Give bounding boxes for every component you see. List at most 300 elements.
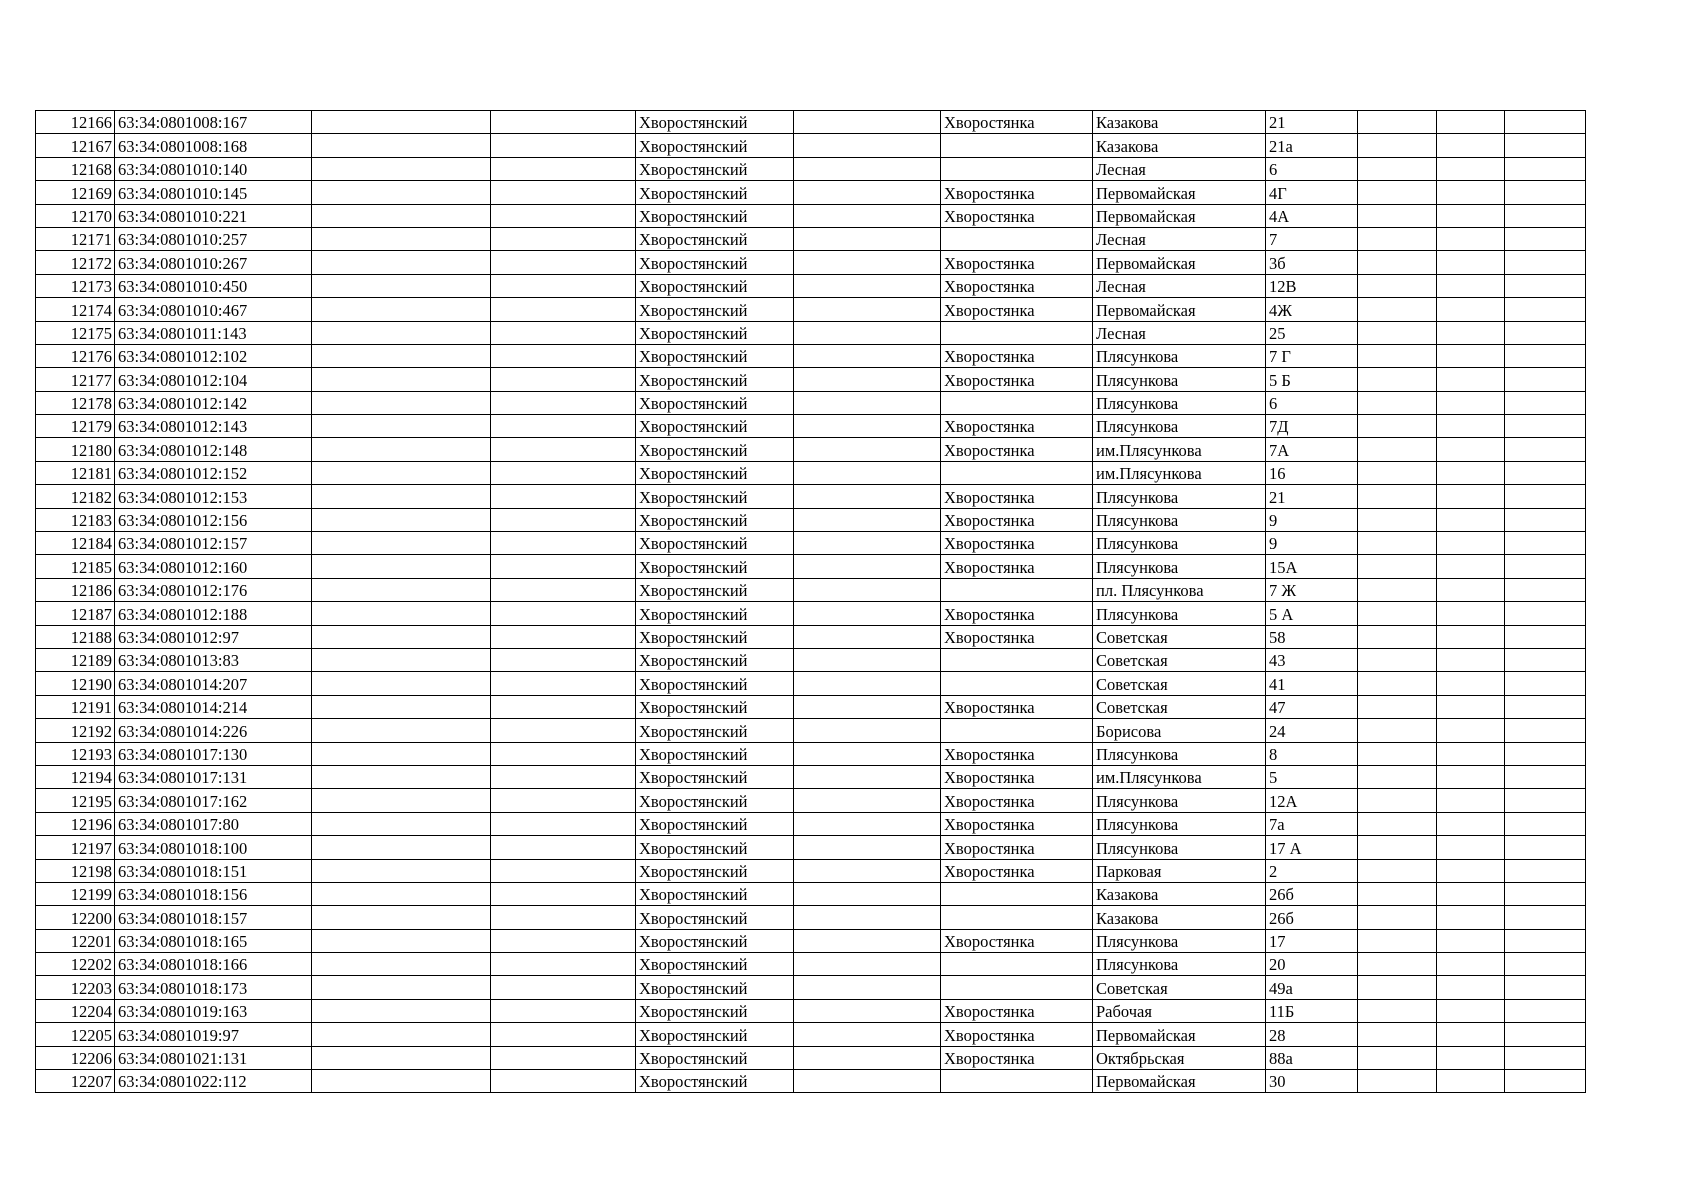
- empty-cell: [312, 789, 491, 812]
- district-cell: Хворостянский: [636, 157, 794, 180]
- empty-cell: [1437, 274, 1505, 297]
- house-number-cell: 26б: [1266, 882, 1358, 905]
- empty-cell: [1358, 461, 1437, 484]
- street-cell: Плясункова: [1093, 508, 1266, 531]
- settlement-cell: Хворостянка: [941, 859, 1093, 882]
- settlement-cell: Хворостянка: [941, 999, 1093, 1022]
- empty-cell: [794, 625, 941, 648]
- street-cell: Лесная: [1093, 274, 1266, 297]
- street-cell: Борисова: [1093, 719, 1266, 742]
- empty-cell: [1437, 415, 1505, 438]
- street-cell: Плясункова: [1093, 344, 1266, 367]
- row-number-cell: 12179: [36, 415, 115, 438]
- district-cell: Хворостянский: [636, 298, 794, 321]
- district-cell: Хворостянский: [636, 321, 794, 344]
- empty-cell: [1505, 204, 1586, 227]
- house-number-cell: 17 А: [1266, 836, 1358, 859]
- empty-cell: [1358, 695, 1437, 718]
- table-row: [36, 929, 1586, 952]
- empty-cell: [794, 368, 941, 391]
- settlement-cell: Хворостянка: [941, 251, 1093, 274]
- empty-cell: [491, 929, 636, 952]
- table-row: [36, 485, 1586, 508]
- empty-cell: [1505, 321, 1586, 344]
- row-number-cell: 12180: [36, 438, 115, 461]
- empty-cell: [1437, 999, 1505, 1022]
- settlement-cell: [941, 672, 1093, 695]
- empty-cell: [491, 321, 636, 344]
- street-cell: Парковая: [1093, 859, 1266, 882]
- empty-cell: [1358, 836, 1437, 859]
- empty-cell: [794, 602, 941, 625]
- empty-cell: [491, 578, 636, 601]
- house-number-cell: 20: [1266, 953, 1358, 976]
- empty-cell: [312, 321, 491, 344]
- settlement-cell: Хворостянка: [941, 344, 1093, 367]
- house-number-cell: 21а: [1266, 134, 1358, 157]
- empty-cell: [1437, 742, 1505, 765]
- empty-cell: [491, 344, 636, 367]
- empty-cell: [1437, 227, 1505, 250]
- street-cell: Рабочая: [1093, 999, 1266, 1022]
- row-number-cell: 12170: [36, 204, 115, 227]
- empty-cell: [794, 929, 941, 952]
- empty-cell: [1358, 929, 1437, 952]
- row-number-cell: 12207: [36, 1070, 115, 1093]
- settlement-cell: [941, 227, 1093, 250]
- cadastral-number-cell: 63:34:0801012:157: [115, 532, 312, 555]
- table-row: [36, 111, 1586, 134]
- empty-cell: [312, 134, 491, 157]
- empty-cell: [1437, 1046, 1505, 1069]
- empty-cell: [1505, 906, 1586, 929]
- empty-cell: [1358, 976, 1437, 999]
- empty-cell: [491, 625, 636, 648]
- table-row: [36, 204, 1586, 227]
- empty-cell: [1358, 648, 1437, 671]
- empty-cell: [491, 438, 636, 461]
- empty-cell: [312, 508, 491, 531]
- table-row: [36, 321, 1586, 344]
- empty-cell: [491, 882, 636, 905]
- table-body: [36, 111, 1586, 1093]
- street-cell: им.Плясункова: [1093, 765, 1266, 788]
- empty-cell: [794, 882, 941, 905]
- empty-cell: [794, 672, 941, 695]
- empty-cell: [312, 461, 491, 484]
- row-number-cell: 12190: [36, 672, 115, 695]
- street-cell: Советская: [1093, 695, 1266, 718]
- empty-cell: [491, 1046, 636, 1069]
- empty-cell: [1358, 953, 1437, 976]
- settlement-cell: [941, 906, 1093, 929]
- cadastral-number-cell: 63:34:0801017:131: [115, 765, 312, 788]
- empty-cell: [1358, 344, 1437, 367]
- district-cell: Хворостянский: [636, 344, 794, 367]
- street-cell: Плясункова: [1093, 532, 1266, 555]
- street-cell: им.Плясункова: [1093, 461, 1266, 484]
- house-number-cell: 9: [1266, 532, 1358, 555]
- district-cell: Хворостянский: [636, 134, 794, 157]
- table-row: [36, 461, 1586, 484]
- empty-cell: [491, 298, 636, 321]
- empty-cell: [1505, 578, 1586, 601]
- district-cell: Хворостянский: [636, 953, 794, 976]
- cadastral-number-cell: 63:34:0801012:188: [115, 602, 312, 625]
- empty-cell: [491, 1070, 636, 1093]
- table-row: [36, 906, 1586, 929]
- row-number-cell: 12196: [36, 812, 115, 835]
- table-row: [36, 274, 1586, 297]
- empty-cell: [1505, 461, 1586, 484]
- street-cell: Первомайская: [1093, 251, 1266, 274]
- empty-cell: [491, 274, 636, 297]
- street-cell: Плясункова: [1093, 602, 1266, 625]
- empty-cell: [1437, 111, 1505, 134]
- cadastral-number-cell: 63:34:0801012:160: [115, 555, 312, 578]
- empty-cell: [1437, 134, 1505, 157]
- house-number-cell: 30: [1266, 1070, 1358, 1093]
- empty-cell: [1505, 625, 1586, 648]
- house-number-cell: 6: [1266, 157, 1358, 180]
- empty-cell: [794, 976, 941, 999]
- cadastral-number-cell: 63:34:0801018:157: [115, 906, 312, 929]
- empty-cell: [1437, 204, 1505, 227]
- empty-cell: [312, 204, 491, 227]
- empty-cell: [1437, 953, 1505, 976]
- table-row: [36, 625, 1586, 648]
- house-number-cell: 47: [1266, 695, 1358, 718]
- district-cell: Хворостянский: [636, 111, 794, 134]
- empty-cell: [1505, 976, 1586, 999]
- cadastral-number-cell: 63:34:0801017:162: [115, 789, 312, 812]
- empty-cell: [491, 204, 636, 227]
- house-number-cell: 12А: [1266, 789, 1358, 812]
- empty-cell: [312, 555, 491, 578]
- house-number-cell: 7 Г: [1266, 344, 1358, 367]
- empty-cell: [491, 719, 636, 742]
- empty-cell: [1358, 812, 1437, 835]
- empty-cell: [1437, 672, 1505, 695]
- cadastral-number-cell: 63:34:0801018:165: [115, 929, 312, 952]
- street-cell: Плясункова: [1093, 789, 1266, 812]
- empty-cell: [794, 508, 941, 531]
- empty-cell: [312, 695, 491, 718]
- empty-cell: [1505, 719, 1586, 742]
- row-number-cell: 12168: [36, 157, 115, 180]
- empty-cell: [491, 461, 636, 484]
- empty-cell: [491, 157, 636, 180]
- row-number-cell: 12183: [36, 508, 115, 531]
- empty-cell: [312, 368, 491, 391]
- table-row: [36, 812, 1586, 835]
- row-number-cell: 12188: [36, 625, 115, 648]
- house-number-cell: 28: [1266, 1023, 1358, 1046]
- house-number-cell: 41: [1266, 672, 1358, 695]
- street-cell: пл. Плясункова: [1093, 578, 1266, 601]
- empty-cell: [312, 976, 491, 999]
- district-cell: Хворостянский: [636, 391, 794, 414]
- empty-cell: [491, 976, 636, 999]
- empty-cell: [491, 415, 636, 438]
- empty-cell: [312, 836, 491, 859]
- row-number-cell: 12204: [36, 999, 115, 1022]
- row-number-cell: 12200: [36, 906, 115, 929]
- table-row: [36, 882, 1586, 905]
- table-row: [36, 157, 1586, 180]
- empty-cell: [1358, 719, 1437, 742]
- row-number-cell: 12174: [36, 298, 115, 321]
- empty-cell: [1505, 765, 1586, 788]
- settlement-cell: Хворостянка: [941, 789, 1093, 812]
- cadastral-number-cell: 63:34:0801008:168: [115, 134, 312, 157]
- row-number-cell: 12178: [36, 391, 115, 414]
- empty-cell: [794, 765, 941, 788]
- street-cell: Лесная: [1093, 321, 1266, 344]
- empty-cell: [1358, 625, 1437, 648]
- table-row: [36, 976, 1586, 999]
- district-cell: Хворостянский: [636, 625, 794, 648]
- row-number-cell: 12166: [36, 111, 115, 134]
- empty-cell: [794, 555, 941, 578]
- house-number-cell: 2: [1266, 859, 1358, 882]
- empty-cell: [312, 1023, 491, 1046]
- settlement-cell: [941, 134, 1093, 157]
- empty-cell: [1437, 578, 1505, 601]
- street-cell: Плясункова: [1093, 929, 1266, 952]
- empty-cell: [794, 134, 941, 157]
- cadastral-number-cell: 63:34:0801014:226: [115, 719, 312, 742]
- house-number-cell: 7: [1266, 227, 1358, 250]
- street-cell: Плясункова: [1093, 415, 1266, 438]
- empty-cell: [1437, 532, 1505, 555]
- empty-cell: [794, 344, 941, 367]
- empty-cell: [1505, 508, 1586, 531]
- empty-cell: [1358, 111, 1437, 134]
- empty-cell: [491, 953, 636, 976]
- empty-cell: [491, 368, 636, 391]
- empty-cell: [1437, 461, 1505, 484]
- cadastral-number-cell: 63:34:0801014:207: [115, 672, 312, 695]
- district-cell: Хворостянский: [636, 181, 794, 204]
- empty-cell: [312, 1070, 491, 1093]
- table-row: [36, 765, 1586, 788]
- empty-cell: [1358, 157, 1437, 180]
- empty-cell: [794, 111, 941, 134]
- empty-cell: [794, 532, 941, 555]
- empty-cell: [312, 882, 491, 905]
- settlement-cell: [941, 157, 1093, 180]
- cadastral-number-cell: 63:34:0801012:104: [115, 368, 312, 391]
- district-cell: Хворостянский: [636, 859, 794, 882]
- empty-cell: [1437, 929, 1505, 952]
- district-cell: Хворостянский: [636, 999, 794, 1022]
- empty-cell: [1358, 882, 1437, 905]
- empty-cell: [1505, 999, 1586, 1022]
- settlement-cell: Хворостянка: [941, 298, 1093, 321]
- settlement-cell: [941, 321, 1093, 344]
- district-cell: Хворостянский: [636, 274, 794, 297]
- district-cell: Хворостянский: [636, 1070, 794, 1093]
- row-number-cell: 12177: [36, 368, 115, 391]
- empty-cell: [1437, 882, 1505, 905]
- empty-cell: [1358, 298, 1437, 321]
- empty-cell: [1358, 578, 1437, 601]
- district-cell: Хворостянский: [636, 368, 794, 391]
- empty-cell: [312, 578, 491, 601]
- settlement-cell: Хворостянка: [941, 111, 1093, 134]
- settlement-cell: [941, 882, 1093, 905]
- empty-cell: [1358, 508, 1437, 531]
- empty-cell: [1505, 929, 1586, 952]
- cadastral-number-cell: 63:34:0801012:148: [115, 438, 312, 461]
- street-cell: Казакова: [1093, 906, 1266, 929]
- street-cell: Плясункова: [1093, 812, 1266, 835]
- empty-cell: [1437, 765, 1505, 788]
- empty-cell: [794, 1023, 941, 1046]
- empty-cell: [1437, 906, 1505, 929]
- empty-cell: [312, 742, 491, 765]
- table-row: [36, 953, 1586, 976]
- row-number-cell: 12172: [36, 251, 115, 274]
- empty-cell: [794, 999, 941, 1022]
- settlement-cell: [941, 1070, 1093, 1093]
- table-row: [36, 181, 1586, 204]
- empty-cell: [1505, 134, 1586, 157]
- empty-cell: [1505, 344, 1586, 367]
- empty-cell: [312, 532, 491, 555]
- empty-cell: [1505, 485, 1586, 508]
- empty-cell: [491, 999, 636, 1022]
- house-number-cell: 7 Ж: [1266, 578, 1358, 601]
- cadastral-number-cell: 63:34:0801012:176: [115, 578, 312, 601]
- empty-cell: [1505, 1046, 1586, 1069]
- district-cell: Хворостянский: [636, 719, 794, 742]
- empty-cell: [1505, 227, 1586, 250]
- house-number-cell: 5 А: [1266, 602, 1358, 625]
- street-cell: Казакова: [1093, 134, 1266, 157]
- empty-cell: [1358, 1046, 1437, 1069]
- settlement-cell: Хворостянка: [941, 1023, 1093, 1046]
- empty-cell: [312, 929, 491, 952]
- empty-cell: [1437, 157, 1505, 180]
- empty-cell: [491, 648, 636, 671]
- house-number-cell: 4Г: [1266, 181, 1358, 204]
- settlement-cell: [941, 461, 1093, 484]
- row-number-cell: 12198: [36, 859, 115, 882]
- settlement-cell: Хворостянка: [941, 765, 1093, 788]
- empty-cell: [1358, 321, 1437, 344]
- row-number-cell: 12193: [36, 742, 115, 765]
- cadastral-number-cell: 63:34:0801012:153: [115, 485, 312, 508]
- row-number-cell: 12194: [36, 765, 115, 788]
- empty-cell: [312, 298, 491, 321]
- settlement-cell: Хворостянка: [941, 274, 1093, 297]
- table-row: [36, 134, 1586, 157]
- empty-cell: [1505, 157, 1586, 180]
- empty-cell: [491, 812, 636, 835]
- empty-cell: [1437, 344, 1505, 367]
- house-number-cell: 7Д: [1266, 415, 1358, 438]
- house-number-cell: 58: [1266, 625, 1358, 648]
- empty-cell: [491, 532, 636, 555]
- empty-cell: [794, 648, 941, 671]
- row-number-cell: 12199: [36, 882, 115, 905]
- empty-cell: [1505, 812, 1586, 835]
- row-number-cell: 12202: [36, 953, 115, 976]
- empty-cell: [1437, 508, 1505, 531]
- table-row: [36, 555, 1586, 578]
- empty-cell: [1437, 438, 1505, 461]
- cadastral-number-cell: 63:34:0801022:112: [115, 1070, 312, 1093]
- district-cell: Хворостянский: [636, 789, 794, 812]
- settlement-cell: [941, 578, 1093, 601]
- table-row: [36, 508, 1586, 531]
- empty-cell: [1358, 999, 1437, 1022]
- settlement-cell: Хворостянка: [941, 415, 1093, 438]
- row-number-cell: 12201: [36, 929, 115, 952]
- empty-cell: [491, 181, 636, 204]
- empty-cell: [794, 251, 941, 274]
- district-cell: Хворостянский: [636, 976, 794, 999]
- empty-cell: [312, 344, 491, 367]
- street-cell: Плясункова: [1093, 742, 1266, 765]
- empty-cell: [1437, 625, 1505, 648]
- empty-cell: [1358, 227, 1437, 250]
- cadastral-number-cell: 63:34:0801010:467: [115, 298, 312, 321]
- table-row: [36, 298, 1586, 321]
- street-cell: Первомайская: [1093, 181, 1266, 204]
- cadastral-number-cell: 63:34:0801018:173: [115, 976, 312, 999]
- district-cell: Хворостянский: [636, 227, 794, 250]
- empty-cell: [1505, 648, 1586, 671]
- house-number-cell: 15А: [1266, 555, 1358, 578]
- empty-cell: [491, 742, 636, 765]
- empty-cell: [1505, 391, 1586, 414]
- empty-cell: [1437, 1070, 1505, 1093]
- district-cell: Хворостянский: [636, 906, 794, 929]
- empty-cell: [491, 765, 636, 788]
- cadastral-number-cell: 63:34:0801017:130: [115, 742, 312, 765]
- empty-cell: [491, 227, 636, 250]
- table-row: [36, 1023, 1586, 1046]
- empty-cell: [312, 391, 491, 414]
- empty-cell: [794, 298, 941, 321]
- district-cell: Хворостянский: [636, 251, 794, 274]
- row-number-cell: 12185: [36, 555, 115, 578]
- house-number-cell: 16: [1266, 461, 1358, 484]
- street-cell: Советская: [1093, 648, 1266, 671]
- house-number-cell: 25: [1266, 321, 1358, 344]
- cadastral-number-cell: 63:34:0801011:143: [115, 321, 312, 344]
- street-cell: Плясункова: [1093, 953, 1266, 976]
- empty-cell: [1358, 532, 1437, 555]
- district-cell: Хворостянский: [636, 555, 794, 578]
- empty-cell: [1437, 298, 1505, 321]
- empty-cell: [794, 859, 941, 882]
- empty-cell: [1505, 672, 1586, 695]
- district-cell: Хворостянский: [636, 765, 794, 788]
- table-row: [36, 368, 1586, 391]
- empty-cell: [794, 321, 941, 344]
- empty-cell: [1505, 1070, 1586, 1093]
- table-row: [36, 859, 1586, 882]
- district-cell: Хворостянский: [636, 1046, 794, 1069]
- empty-cell: [1505, 251, 1586, 274]
- house-number-cell: 24: [1266, 719, 1358, 742]
- settlement-cell: Хворостянка: [941, 438, 1093, 461]
- row-number-cell: 12189: [36, 648, 115, 671]
